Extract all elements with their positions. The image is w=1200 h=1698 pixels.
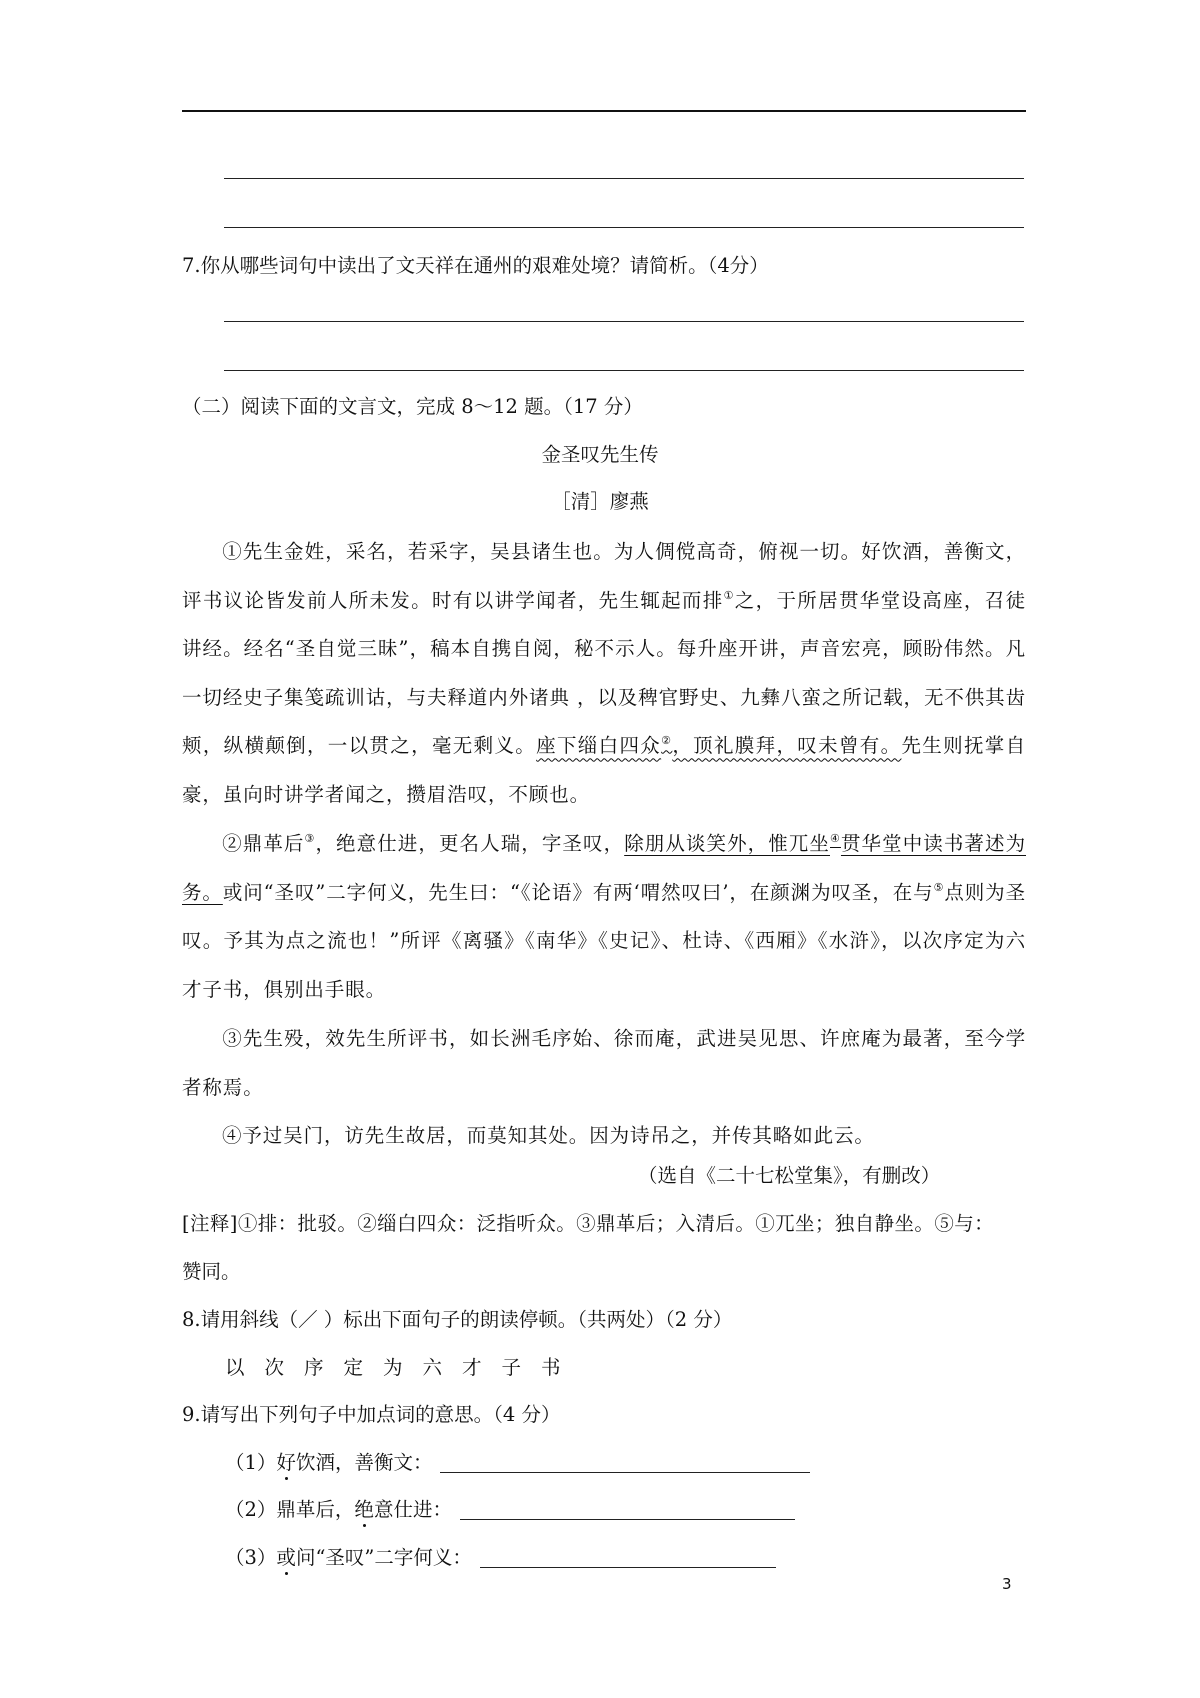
q9-item-3-prefix: （3） bbox=[225, 1546, 277, 1569]
paragraph-4 bbox=[182, 1112, 1026, 1161]
p1-wavy-underline-b: ，顶礼膜拜，叹未曾有。 bbox=[672, 734, 902, 758]
q9-item-1-text: 饮酒，善衡文： bbox=[295, 1451, 433, 1474]
paragraph-3 bbox=[182, 1015, 1026, 1112]
q7-answer-line-2[interactable] bbox=[224, 370, 1024, 371]
q9-item-1-prefix: （1） bbox=[225, 1451, 277, 1474]
footnote-ref-3: ③ bbox=[304, 832, 316, 845]
footnote-ref-5: ⑤ bbox=[933, 880, 945, 894]
passage-author: ［清］廖燕 bbox=[551, 490, 649, 513]
q6-answer-line-2[interactable] bbox=[224, 227, 1024, 228]
question-8: 8.请用斜线（／ ）标出下面句子的朗读停顿。（共两处）（2 分） bbox=[182, 1308, 733, 1331]
q9-item-3-dotted-word: 或 bbox=[276, 1546, 296, 1569]
p1-text-b: 之，于所居贯华堂设高座，召徒讲经。经名“圣自觉三昧”，稿本自携自阅，秘不示人。每升座开讲，声音宏亮，顾盼伟然。凡一切经史子集笺疏训诂，与夫释道内外诸典 ，以及稗官野史、九彝八蛮之所记载，无不供其齿颊，纵横颠倒，一以贯之，毫无剩义。 bbox=[182, 588, 1026, 758]
q6-answer-line-1[interactable] bbox=[224, 178, 1024, 179]
p3-text: ③先生殁，效先生所评书，如长洲毛序始、徐而庵，武进吴见思、许庶庵为最著，至今学者称焉。 bbox=[182, 1027, 1026, 1099]
p2-text-d: 点则为圣叹。予其为点之流也！”所评《离骚》《南华》《史记》、杜诗、《西厢》《水浒》，以次序定为六才子书，俱别出手眼。 bbox=[182, 880, 1026, 1001]
p1-text-a: ①先生金姓，采名，若采字，吴县诸生也。为人倜傥高奇，俯视一切。好饮酒，善衡文，评书议论皆发前人所未发。时有以讲学闻者，先生辄起而排 bbox=[182, 540, 1026, 612]
p2-text-a: ②鼎革后 bbox=[222, 832, 305, 855]
p1-wavy-underline-a: 座下缁白四众 bbox=[536, 734, 662, 758]
q9-item-3-blank[interactable] bbox=[480, 1545, 776, 1568]
p2-text-c: 或问“圣叹”二字何义，先生曰：“《论语》有两‘喟然叹曰’，在颜渊为叹圣，在与 bbox=[222, 880, 934, 904]
q9-item-2-dotted-word: 绝 bbox=[354, 1498, 374, 1521]
paragraph-2 bbox=[182, 820, 1026, 1014]
q9-item-1-dotted-word: 好 bbox=[276, 1451, 296, 1474]
footnote-ref-4: ④ bbox=[830, 832, 841, 845]
header-rule bbox=[182, 110, 1026, 112]
paragraph-1 bbox=[182, 528, 1026, 820]
q7-answer-line-1[interactable] bbox=[224, 321, 1024, 322]
question-7: 7.你从哪些词句中读出了文天祥在通州的艰难处境？请简析。（4分） bbox=[182, 254, 769, 277]
q9-item-2-blank[interactable] bbox=[460, 1497, 795, 1520]
q8-sentence[interactable]: 以次序定为六才子书 bbox=[225, 1356, 581, 1379]
p2-underline-a: 除朋从谈笑外，惟兀坐 bbox=[624, 832, 830, 855]
q9-item-3 bbox=[225, 1544, 776, 1572]
q9-item-2 bbox=[225, 1496, 795, 1524]
footnote-ref-2: ② bbox=[661, 734, 673, 748]
page-number: 3 bbox=[1002, 1575, 1012, 1593]
annotation-line-1: [注释]①排：批驳。②缁白四众：泛指听众。③鼎革后；入清后。①兀坐；独自静坐。⑤与： bbox=[182, 1212, 995, 1235]
passage-title: 金圣叹先生传 bbox=[541, 443, 659, 466]
passage-source: （选自《二十七松堂集》，有删改） bbox=[638, 1164, 941, 1187]
footnote-ref-1: ① bbox=[723, 588, 735, 602]
p2-text-b: ，绝意仕进，更名人瑞，字圣叹， bbox=[315, 832, 625, 855]
p4-text: ④予过吴门，访先生故居，而莫知其处。因为诗吊之，并传其略如此云。 bbox=[222, 1124, 875, 1147]
q9-item-2-prefix: （2）鼎革后， bbox=[225, 1498, 355, 1521]
q9-item-3-text: 问“圣叹”二字何义： bbox=[295, 1546, 472, 1569]
annotation-line-2: 赞同。 bbox=[182, 1260, 241, 1283]
q9-item-1-blank[interactable] bbox=[440, 1450, 810, 1473]
question-9: 9.请写出下列句子中加点词的意思。（4 分） bbox=[182, 1403, 561, 1426]
p1-text-c: 先生则抚掌自豪，虽向时讲学者闻之，攒眉浩叹，不顾也。 bbox=[182, 734, 1027, 806]
section-2-intro: （二）阅读下面的文言文，完成 8～12 题。（17 分） bbox=[182, 395, 643, 418]
q9-item-1 bbox=[225, 1449, 810, 1477]
p2-underline-b: 贯华堂中读书著述为务。 bbox=[182, 832, 1026, 904]
q9-item-2-text: 意仕进： bbox=[373, 1498, 452, 1521]
